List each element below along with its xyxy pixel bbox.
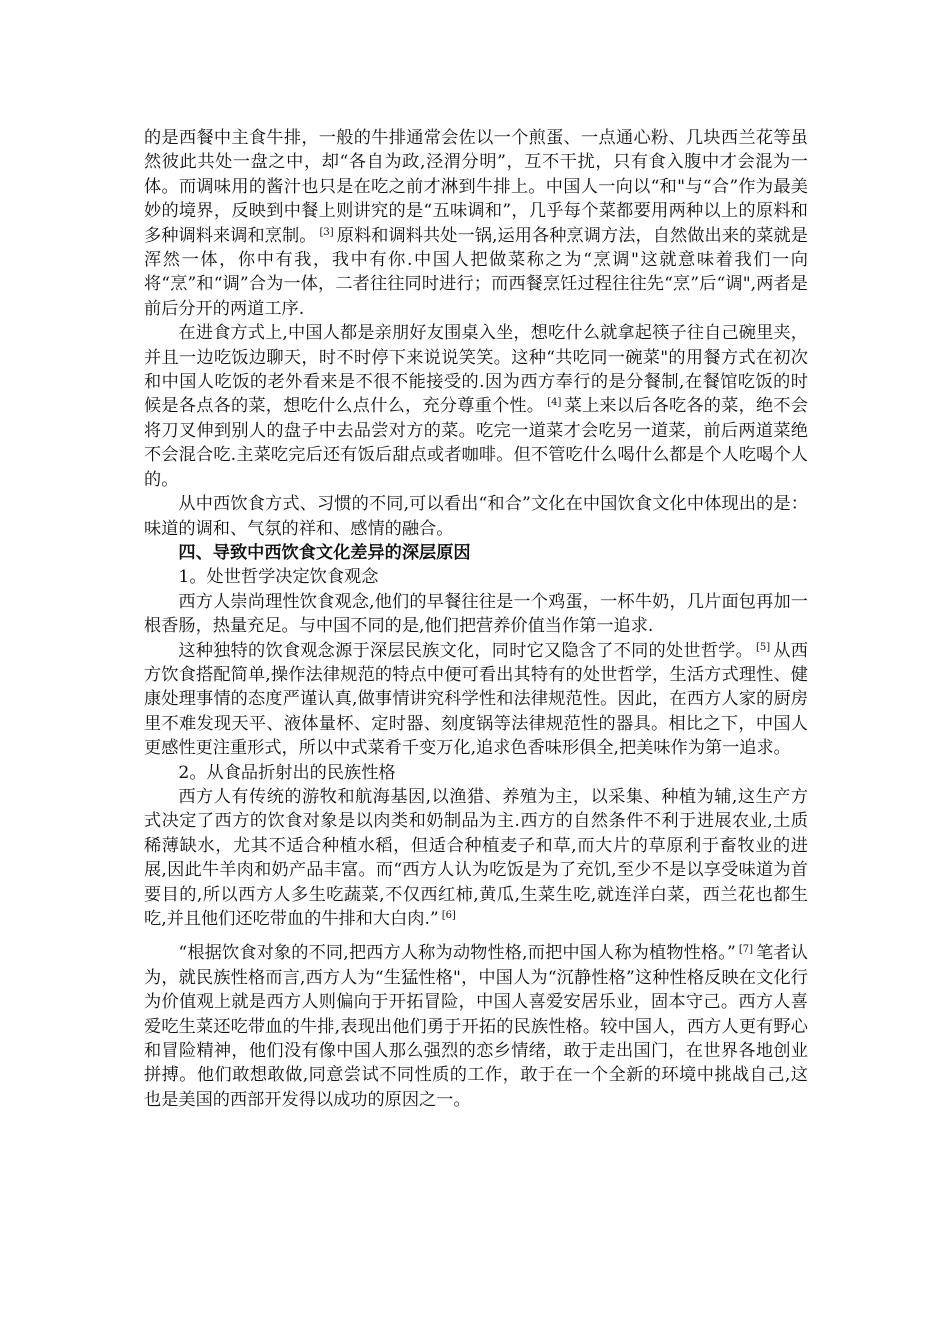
paragraph: [144, 321, 808, 492]
paragraph-text: 从西方饮食搭配简单,操作法律规范的特点中便可看出其特有的处世哲学，生活方式理性、健康处理事情的态度严谨认真,做事情讲究科学性和法律规范性。因此，在西方人家的厨房里不难发现天平、液体量杯、定时器、刻度锅等法律规范性的器具。相比之下，中国人更感性更注重形式，所以中式菜肴千变万化,追求色香味形俱全,把美味作为第一追求。: [144, 640, 808, 759]
paragraph-text: 原料和调料共处一锅,运用各种烹调方法，自然做出来的菜就是浑然一体，你中有我，我中有你.中国人把做菜称之为“烹调"这就意味着我们一向将“烹”和“调”合为一体，二者往往同时进行；而西餐烹饪过程往往先“烹”后“调",两者是前后分开的两道工序.: [144, 225, 808, 319]
paragraph: [144, 639, 808, 761]
paragraph: [144, 785, 808, 931]
paragraph: [144, 126, 808, 321]
citation-marker: [7]: [738, 944, 754, 956]
paragraph-text: 从中西饮食方式、习惯的不同,可以看出“和合”文化在中国饮食文化中体现出的是：味道的调和、气氛的祥和、感情的融合。: [144, 494, 808, 539]
document-body: [144, 126, 808, 1112]
paragraph-text: 菜上来以后各吃各的菜，绝不会将刀叉伸到别人的盘子中去品尝对方的菜。吃完一道菜才会吃另一道菜，前后两道菜绝不会混合吃.主菜吃完后还有饭后甜点或者咖啡。但不管吃什么喝什么都是个人吃喝个人的。: [144, 396, 808, 490]
citation-marker: [5]: [755, 641, 771, 653]
paragraph-text: 的是西餐中主食牛排，一般的牛排通常会佐以一个煎蛋、一点通心粉、几块西兰花等虽然彼此共处一盘之中，却“各自为政,泾渭分明”，互不干扰，只有食入腹中才会混为一体。而调味用的酱汁也只是在吃之前才淋到牛排上。中国人一向以“和"与“合”作为最美妙的境界，反映到中餐上则讲究的是“五味调和”，几乎每个菜都要用两种以上的原料和多种调料来调和烹制。: [144, 128, 808, 246]
citation-marker: [6]: [441, 910, 456, 921]
paragraph-text: 西方人崇尚理性饮食观念,他们的早餐往往是一个鸡蛋，一杯牛奶，几片面包再加一根香肠，热量充足。与中国不同的是,他们把营养价值当作第一追求.: [144, 591, 808, 637]
subsection-heading: 2。从食品折射出的民族性格: [178, 762, 396, 783]
section-heading: 四、导致中西饮食文化差异的深层原因: [178, 542, 471, 563]
paragraph-text: 笔者认为，就民族性格而言,西方人为“生猛性格"，中国人为“沉静性格”这种性格反映在文化行为价值观上就是西方人则偏向于开拓冒险，中国人喜爱安居乐业，固本守己。西方人喜爱吃生菜还吃带血的牛排,表现出他们勇于开拓的民族性格。较中国人，西方人更有野心和冒险精神，他们没有像中国人那么强烈的恋乡情绪，敢于走出国门，在世界各地创业拼搏。他们敢想敢做,同意尝试不同性质的工作，敢于在一个全新的环境中挑战自己,这也是美国的西部开发得以成功的原因之一。: [144, 943, 808, 1110]
paragraph: [144, 590, 808, 639]
paragraph-text: 西方人有传统的游牧和航海基因,以渔猎、养殖为主，以采集、种植为辅,这生产方式决定了西方的饮食对象是以肉类和奶制品为主.西方的自然条件不利于进展农业,土质稀薄缺水，尤其不适合种植水稻，但适合种植麦子和草,而大片的草原利于畜牧业的进展,因此牛羊肉和奶产品丰富。而“西方人认为吃饭是为了充饥,至少不是以享受味道为首要目的,所以西方人多生吃蔬菜,不仅西红柿,黄瓜,生菜生吃,就连洋白菜，西兰花也都生吃,并且他们还吃带血的牛排和大白肉.”: [144, 786, 808, 929]
paragraph-text: 这种独特的饮食观念源于深层民族文化，同时它又隐含了不同的处世哲学。: [178, 640, 753, 661]
paragraph-text: “根据饮食对象的不同,把西方人称为动物性格,而把中国人称为植物性格。”: [178, 943, 736, 964]
paragraph: [144, 941, 808, 1112]
paragraph-text: 在进食方式上,中国人都是亲朋好友围桌入坐，想吃什么就拿起筷子往自己碗里夹，并且一边吃饭边聊天，时不时停下来说说笑笑。这种“共吃同一碗菜"的用餐方式在初次和中国人吃饭的老外看来是不很不能接受的.因为西方奉行的是分餐制,在餐馆吃饭的时候是各点各的菜，想吃什么点什么，充分尊重个性。: [144, 323, 808, 417]
paragraph: [144, 492, 808, 541]
citation-marker: [4]: [547, 397, 562, 409]
subsection-heading: 1。处世哲学决定饮食观念: [178, 567, 379, 588]
citation-marker: [3]: [319, 226, 334, 238]
